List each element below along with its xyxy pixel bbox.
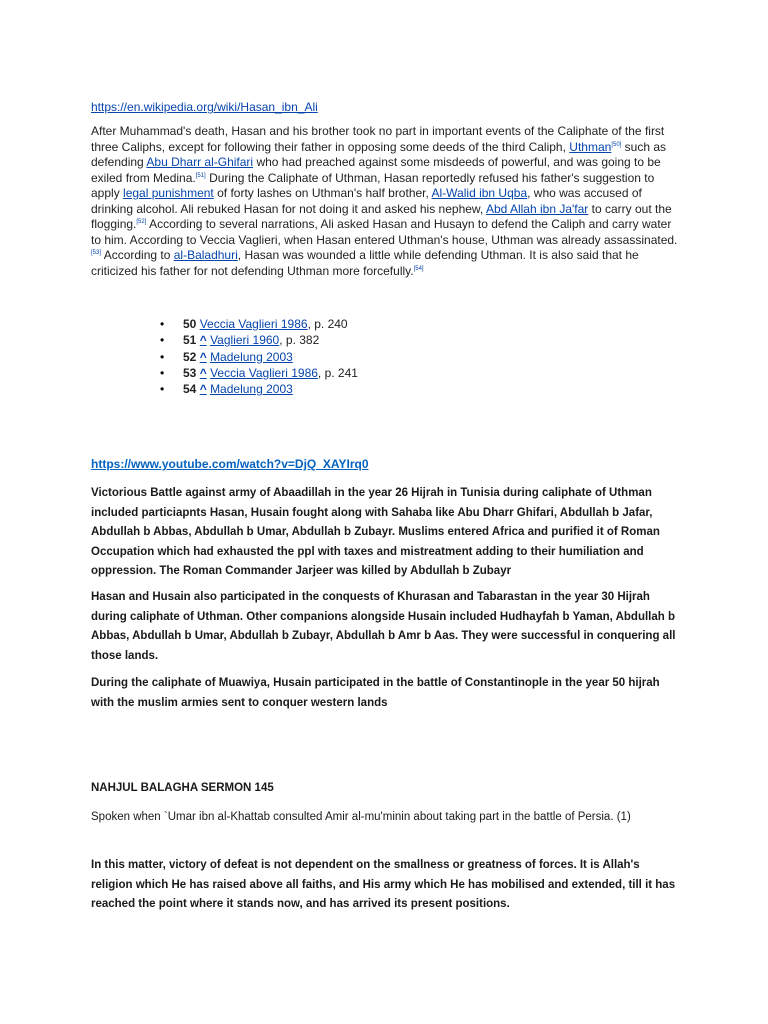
- paragraph-tunisia-battle: Victorious Battle against army of Abaadillah in the year 26 Hijrah in Tunisia during caliphate of Uthman included particiapnts Hasan, Husain fought along with Sahaba like Abu Dharr Ghifari, Abdullah b Jafar, Abdullah b Abbas, Abdullah b Umar, Abdullah b Zubayr. Muslims entered Africa and purified it of Roman Occupation which had exhausted the ppl with taxes and mistreatment adding to their humiliation and oppression. The Roman Commander Jarjeer was killed by Abdullah b Zubayr: [91, 487, 660, 577]
- ref-page: , p. 382: [279, 333, 320, 348]
- ref-number: 52: [183, 349, 197, 364]
- list-item: [160, 381, 358, 397]
- sermon-intro: Spoken when `Umar ibn al-Khattab consulted Amir al-mu'minin about taking part in the battle of Persia. (1): [91, 811, 631, 823]
- abu-dharr-link[interactable]: Abu Dharr al-Ghifari: [146, 155, 254, 169]
- paragraph-khurasan-conquest: Hasan and Husain also participated in the conquests of Khurasan and Tabarastan in the year 30 Hijrah during caliphate of Uthman. Other companions alongside Husain included Hudhayfah b Yaman, Abdullah b Abbas, Abdullah b Umar, Abdullah b Zubayr, Abdullah b Amr b Aas. They were successful in conquering all those lands.: [91, 591, 676, 662]
- ref-caret[interactable]: ^: [199, 365, 207, 380]
- text-run: According to: [101, 248, 174, 262]
- text-run: After Muhammad's death, Hasan and his brother took no part in important events of the Caliphate of the first three Caliphs, except for following their father in opposing some deeds of the third Caliph,: [91, 124, 665, 154]
- citation-54[interactable]: [54]: [413, 265, 424, 272]
- reference-list: [160, 316, 358, 397]
- citation-50[interactable]: [50]: [611, 141, 622, 148]
- al-baladhuri-link[interactable]: al-Baladhuri: [173, 248, 238, 262]
- wikipedia-excerpt: [91, 124, 683, 279]
- wikipedia-url-link[interactable]: https://en.wikipedia.org/wiki/Hasan_ibn_Ali: [91, 100, 318, 114]
- legal-punishment-link[interactable]: legal punishment: [123, 186, 214, 200]
- text-run: such as defending: [91, 139, 667, 169]
- list-item: [160, 365, 358, 381]
- paragraph-constantinople: During the caliphate of Muawiya, Husain participated in the battle of Constantinople in the year 50 hijrah with the muslim armies sent to conquer western lands: [91, 677, 660, 709]
- text-run: , Hasan was wounded a little while defending Uthman. It is also said that he criticized his father for not defending Uthman more forcefully.: [91, 248, 639, 278]
- abd-allah-link[interactable]: Abd Allah ibn Ja'far: [485, 201, 589, 216]
- ref-caret[interactable]: ^: [199, 382, 207, 397]
- ref-source-link[interactable]: Veccia Vaglieri 1986: [210, 365, 318, 380]
- text-run: , who was accused of drinking alcohol. Ali rebuked Hasan for not doing it and asked his nephew,: [91, 186, 642, 216]
- ref-source-link[interactable]: Madelung 2003: [210, 382, 293, 397]
- ref-page: , p. 241: [317, 365, 358, 380]
- ref-caret[interactable]: ^: [199, 333, 207, 348]
- ref-number: 50: [183, 317, 197, 331]
- ref-caret[interactable]: ^: [199, 349, 207, 364]
- citation-53[interactable]: [53]: [91, 250, 102, 256]
- ref-number: 54: [183, 382, 197, 397]
- ref-number: 51: [183, 333, 197, 348]
- list-item: [160, 316, 358, 332]
- ref-source-link[interactable]: Vaglieri 1960: [210, 333, 280, 348]
- sermon-body: In this matter, victory of defeat is not dependent on the smallness or greatness of forces. It is Allah's religion which He has raised above all faiths, and His army which He has mobilised and extended, till it has reached the point where it stands now, and has arrived its present positions.: [91, 859, 676, 910]
- text-run: who had preached against some misdeeds of powerful, and was going to be exiled from Medina.: [91, 155, 661, 185]
- citation-52[interactable]: [52]: [136, 219, 147, 225]
- ref-source-link[interactable]: Madelung 2003: [210, 349, 293, 364]
- ref-source-link[interactable]: Veccia Vaglieri 1986: [199, 317, 308, 331]
- text-run: According to several narrations, Ali asked Hasan and Husayn to defend the Caliph and carry water to him. According to Veccia Vaglieri, when Hasan entered Uthman's house, Uthman was already assassinated.: [91, 217, 678, 247]
- text-run: of forty lashes on Uthman's half brother,: [213, 186, 432, 200]
- text-run: During the Caliphate of Uthman, Hasan reportedly refused his father's suggestion to apply: [91, 170, 655, 200]
- ref-page: , p. 240: [307, 317, 348, 331]
- ref-number: 53: [183, 365, 197, 380]
- list-item: [160, 349, 358, 365]
- list-item: [160, 332, 358, 348]
- sermon-heading: NAHJUL BALAGHA SERMON 145: [91, 782, 274, 794]
- text-run: to carry out the flogging.: [91, 201, 672, 231]
- youtube-url-link[interactable]: https://www.youtube.com/watch?v=DjQ_XAYIrq0: [91, 457, 369, 471]
- al-walid-link[interactable]: Al-Walid ibn Uqba: [431, 186, 528, 200]
- citation-51[interactable]: [51]: [195, 172, 206, 179]
- uthman-link[interactable]: Uthman: [569, 139, 612, 154]
